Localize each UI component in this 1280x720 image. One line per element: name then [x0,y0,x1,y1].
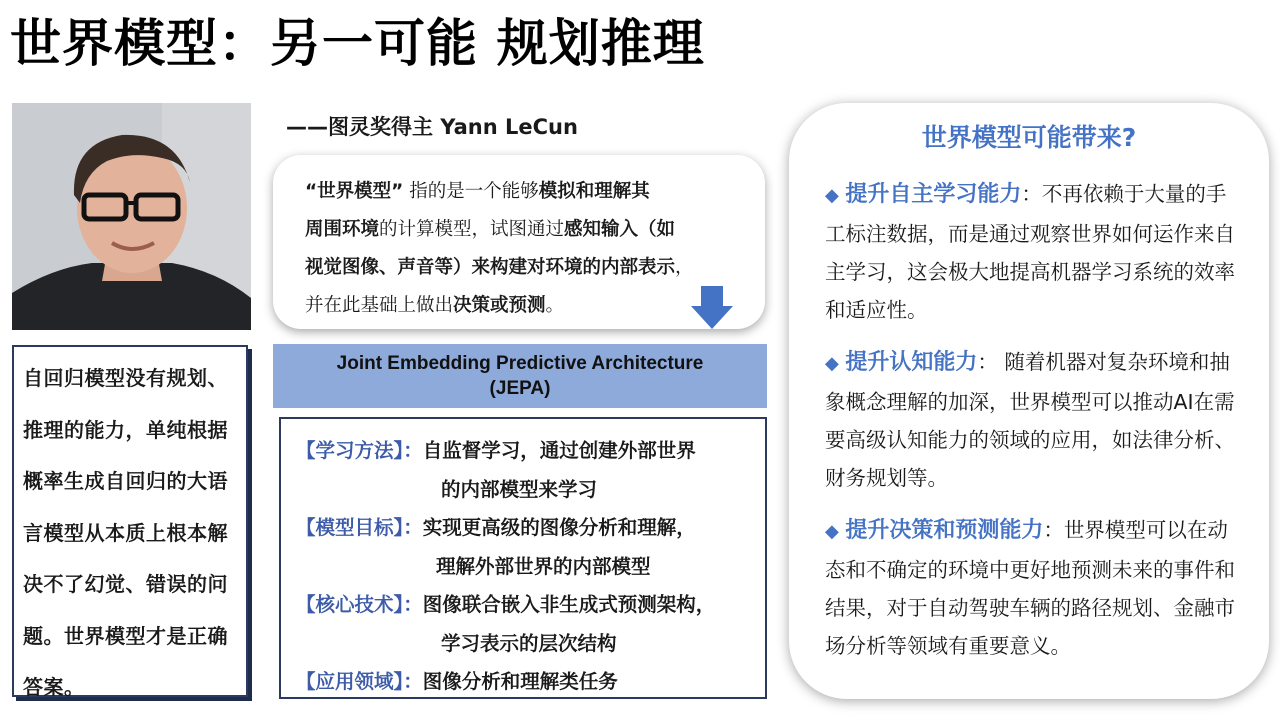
benefit-point: ◆ 提升自主学习能力：不再依赖于大量的手工标注数据，而是通过观察世界如何运作来自主学习，这会极大地提高机器学习系统的效率和适应性。 [825,182,1235,322]
left-commentary-box [12,345,248,697]
left-line: 决不了幻觉、错误的问 [23,572,228,596]
jepa-details-box [279,417,767,699]
jepa-banner [273,344,767,408]
detail-row: 【核心技术】：图像联合嵌入非生成式预测架构， [296,593,716,616]
jepa-line-1: Joint Embedding Predictive Architecture [336,353,704,374]
benefit-point: ◆ 提升决策和预测能力：世界模型可以在动态和不确定的环境中更好地预测未来的事件和结果，对于自动驾驶车辆的路径规划、金融市场分析等领域有重要意义。 [825,518,1235,658]
jepa-line-2: (JEPA) [489,378,551,399]
detail-row: 【模型目标】：实现更高级的图像分析和理解， [296,516,696,539]
detail-row: 【应用领域】：图像分析和理解类任务 [296,670,618,693]
left-line: 答案。 [23,675,85,699]
benefits-title: 世界模型可能带来? [921,123,1137,152]
quote-line-1: “世界模型” 指的是一个能够模拟和理解其 [305,181,650,202]
left-line: 推理的能力，单纯根据 [23,417,228,442]
down-arrow-icon [690,286,734,330]
benefit-point: ◆ 提升认知能力： 随着机器对复杂环境和抽象概念理解的加深，世界模型可以推动AI在需要高级认知能力的领域的应用，如法律分析、财务规划等。 [825,350,1235,490]
quote-line-3: 视觉图像、声音等）来构建对环境的内部表示， [305,257,694,278]
benefits-card [789,103,1269,699]
portrait-photo [12,103,251,330]
left-line: 题。世界模型才是正确 [23,623,228,648]
diamond-bullet-icon: ◆ [825,185,839,206]
left-line: 自回归模型没有规划、 [23,366,228,390]
diamond-bullet-icon: ◆ [825,353,839,374]
detail-cont: 的内部模型来学习 [441,478,598,501]
page-title: 世界模型：另一可能 规划推理 [10,15,705,74]
left-line: 言模型从本质上根本解 [23,520,228,545]
diamond-bullet-icon: ◆ [825,521,839,542]
attribution: ——图灵奖得主 Yann LeCun [286,115,578,139]
detail-row: 【学习方法】：自监督学习，通过创建外部世界 [296,439,696,462]
detail-cont: 学习表示的层次结构 [441,632,617,655]
detail-cont: 理解外部世界的内部模型 [436,555,651,578]
quote-line-2: 周围环境的计算模型，试图通过感知输入（如 [305,219,676,240]
quote-line-4: 并在此基础上做出决策或预测。 [305,295,565,316]
left-line: 概率生成自回归的大语 [23,469,228,493]
